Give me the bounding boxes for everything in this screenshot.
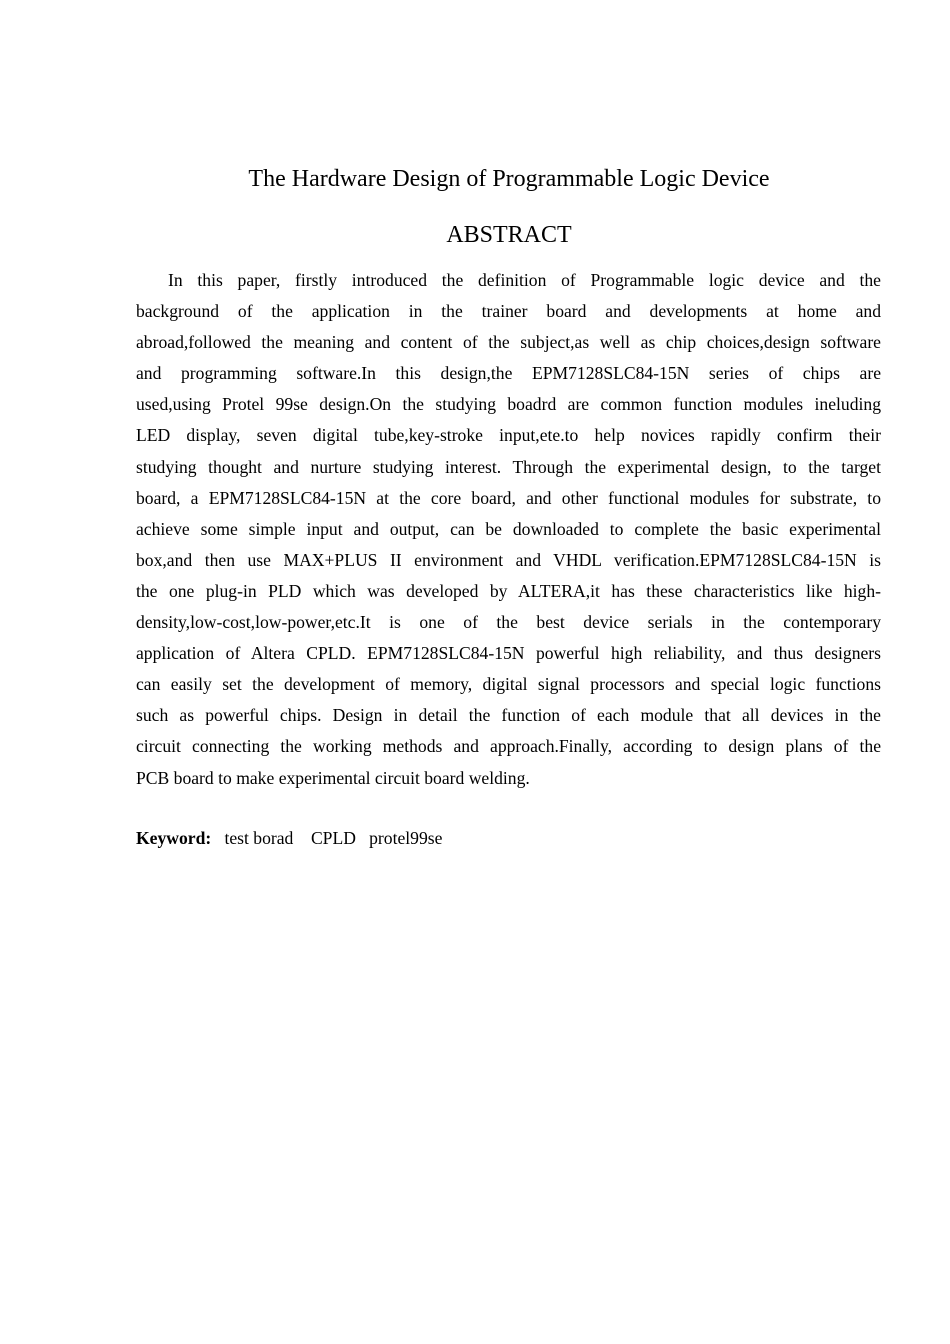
abstract-line: abroad,followed the meaning and content of the subject,as well as chip choices,design software <box>136 332 881 353</box>
abstract-line: PCB board to make experimental circuit board welding. <box>136 767 530 788</box>
keywords-line <box>136 824 442 852</box>
abstract-body <box>136 265 881 794</box>
abstract-line: LED display, seven digital tube,key-stroke input,ete.to help novices rapidly confirm their <box>136 425 881 446</box>
abstract-line: the one plug-in PLD which was developed by ALTERA,it has these characteristics like high- <box>136 580 881 601</box>
abstract-line: circuit connecting the working methods and approach.Finally, according to design plans of the <box>136 736 881 757</box>
abstract-line: achieve some simple input and output, can be downloaded to complete the basic experimental <box>136 518 881 539</box>
abstract-line: and programming software.In this design,the EPM7128SLC84-15N series of chips are <box>136 363 881 384</box>
abstract-line: board, a EPM7128SLC84-15N at the core board, and other functional modules for substrate, to <box>136 487 881 508</box>
keyword-item: CPLD <box>310 828 356 848</box>
abstract-line: studying thought and nurture studying interest. Through the experimental design, to the target <box>136 456 881 477</box>
keywords-label: Keyword: <box>136 828 212 848</box>
abstract-line: can easily set the development of memory, digital signal processors and special logic functions <box>136 674 881 695</box>
abstract-line: used,using Protel 99se design.On the studying boadrd are common function modules ineluding <box>136 394 881 415</box>
keyword-item: test borad <box>224 828 294 848</box>
keyword-item: protel99se <box>369 828 443 848</box>
abstract-line: box,and then use MAX+PLUS II environment and VHDL verification.EPM7128SLC84-15N is <box>136 549 881 570</box>
abstract-line: density,low-cost,low-power,etc.It is one of the best device serials in the contemporary <box>136 612 881 633</box>
abstract-line: such as powerful chips. Design in detail the function of each module that all devices in the <box>136 705 881 726</box>
abstract-line: In this paper, firstly introduced the definition of Programmable logic device and the <box>168 270 881 290</box>
abstract-heading: ABSTRACT <box>446 222 572 248</box>
abstract-line: application of Altera CPLD. EPM7128SLC84-15N powerful high reliability, and thus designers <box>136 643 881 664</box>
paper-title: The Hardware Design of Programmable Logic Device <box>248 166 770 192</box>
abstract-line: background of the application in the trainer board and developments at home and <box>136 301 881 322</box>
